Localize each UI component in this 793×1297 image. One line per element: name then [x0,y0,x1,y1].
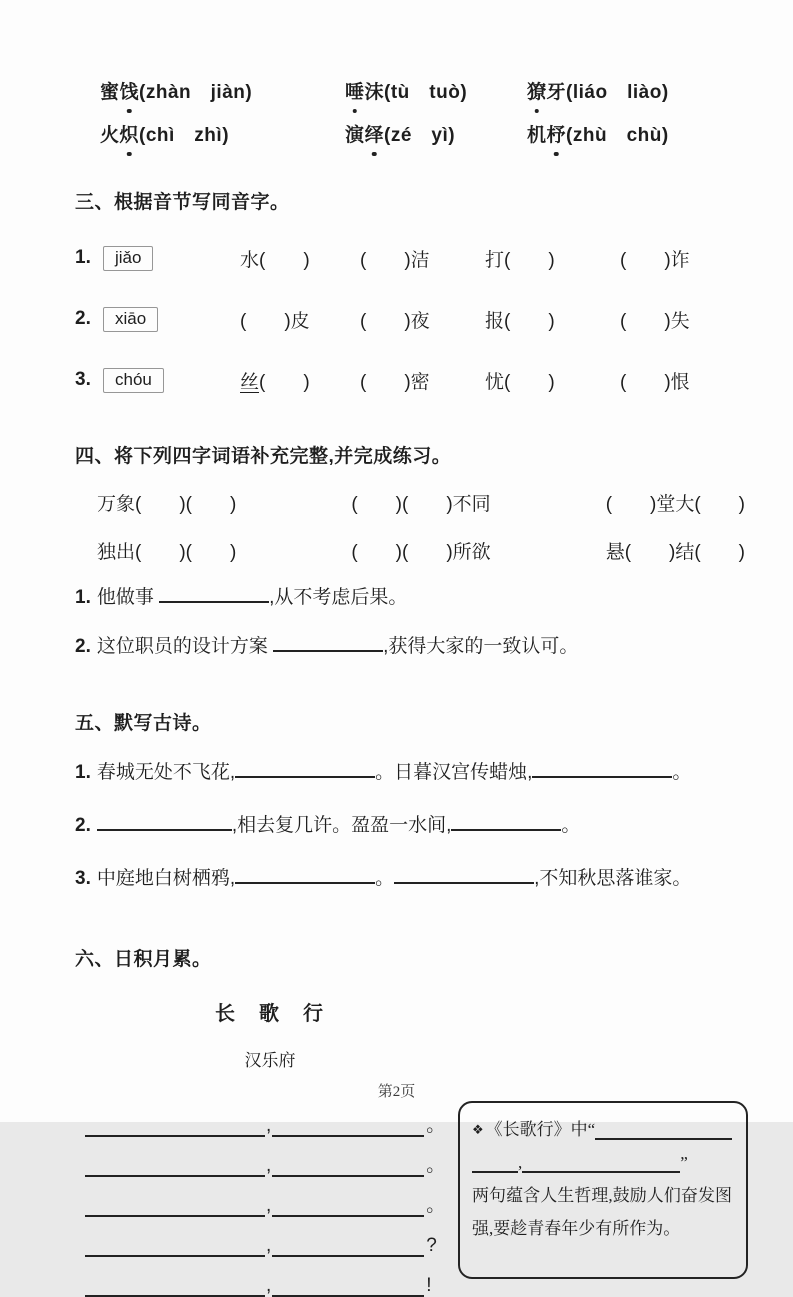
section-homophones [75,187,793,397]
pinyin-options: (liáo liào) [566,82,669,103]
comma: , [518,1153,523,1172]
word-char: 蜜 [100,82,120,103]
poem-answer-line [85,1217,457,1257]
idiom-blank-item: ( )堂大( ) [605,494,745,515]
idiom-row [97,537,745,564]
pinyin-options: (chì zhì) [139,125,230,146]
answer-cell [240,306,360,333]
poem-text: ,相去复几许。盈盈一水间, [231,815,452,836]
cell-text: ( )皮 [240,310,310,332]
blank-line [532,759,672,778]
idiom-blank-item: 悬( )结( ) [605,542,745,563]
poem-answer-line [85,1177,457,1217]
blank-line [272,1198,424,1217]
word-item [345,80,527,106]
answer-cell [240,367,360,394]
word-row [100,80,753,106]
blank-line [272,1158,424,1177]
sentence-text: 这位职员的设计方案 [96,636,268,657]
end-punctuation: ! [426,1275,432,1296]
answer-cell [360,367,485,394]
blank-line [85,1118,265,1137]
fill-in-sentence [75,583,793,613]
item-number: 2. [75,308,91,329]
cell-text: ( )失 [620,310,690,332]
word-char: 演 [345,125,365,146]
poem-answer-line [85,1097,457,1137]
item-number: 1. [75,587,91,608]
blank-line [235,865,375,884]
word-char-dotted: 杼 [547,123,567,149]
answer-cell [360,306,485,333]
cell-text: ( )密 [360,371,430,393]
fill-in-sentence [75,632,793,662]
blank-line [472,1156,518,1173]
word-char: 牙 [546,82,567,103]
comma: , [266,1275,272,1296]
end-punctuation: 。 [426,1155,446,1176]
blank-line [595,1123,732,1140]
word-char: 机 [527,125,547,146]
poem-line [75,758,793,788]
poem-title: 长 歌 行 [215,1003,325,1025]
poem-answer-lines [85,1097,457,1297]
answer-cell [240,245,360,272]
blank-line [85,1158,265,1177]
word-char-dotted: 唾 [345,80,365,106]
word-item [527,80,753,106]
item-number: 3. [75,868,91,889]
word-char-dotted: 饯 [120,80,140,106]
blank-line [85,1198,265,1217]
poem-author: 汉乐府 [244,1051,296,1070]
pinyin-options: (tù tuò) [384,82,468,103]
item-number: 3. [75,369,91,390]
cell-text: ( )诈 [620,249,690,271]
word-row [100,123,753,149]
blank-line [85,1238,265,1257]
note-box [458,1101,748,1279]
poem-text: 。 [672,762,692,783]
comma: , [266,1155,272,1176]
cell-text: ( )恨 [620,371,690,393]
section-accumulation [0,944,793,1297]
answer-cell [620,245,793,272]
pinyin-syllable-box: chóu [103,368,164,393]
pinyin-syllable-box: xiāo [103,307,158,332]
pinyin-syllable-box: jiǎo [103,246,153,271]
cell-text: 打( ) [485,249,555,271]
diamond-bullet-icon: ❖ [472,1122,484,1137]
cell-text: 忧( ) [485,371,555,393]
end-punctuation: ? [426,1235,437,1256]
pinyin-options: (zhàn jiàn) [139,82,253,103]
blank-line [272,1238,424,1257]
pinyin-options: (zé yì) [384,125,456,146]
pronunciation-word-list [100,0,753,149]
word-char-dotted: 绎 [365,123,385,149]
blank-line [522,1156,680,1173]
comma: , [266,1195,272,1216]
comma: , [266,1235,272,1256]
homophone-row [75,241,793,275]
answer-cell [485,367,620,394]
poem-answer-line [85,1257,457,1297]
word-item [100,80,345,106]
blank-line [272,1278,424,1297]
end-punctuation: 。 [426,1195,446,1216]
note-line [472,1113,732,1146]
sentence-text: ,从不考虑后果。 [269,587,408,608]
idiom-blank-item: 万象( )( ) [97,494,237,515]
answer-cell [485,306,620,333]
blank-line [97,812,232,831]
note-line [472,1146,732,1179]
blank-line [235,759,375,778]
sentence-text: ,获得大家的一致认可。 [383,636,579,657]
answer-cell [620,367,793,394]
poem-line [75,864,793,894]
cell-text: 水( ) [240,249,310,271]
page-number: 第2页 [377,1084,416,1100]
homophone-row [75,302,793,336]
closing-quote: ” [680,1153,688,1172]
poem-text: 中庭地白树栖鸦, [96,868,236,889]
word-char: 火 [100,125,120,146]
comma: , [266,1115,272,1136]
section-title: 三、根据音节写同音字。 [75,192,290,213]
poem-text: 。 [561,815,581,836]
blank-line [451,812,561,831]
word-char: 沫 [364,82,385,103]
blank-line [273,633,383,652]
item-number: 1. [75,247,91,268]
section-poem-dictation [75,708,793,894]
answer-cell [485,245,620,272]
section-idioms [75,441,793,662]
idiom-row [97,489,745,516]
poem-answer-line [85,1137,457,1177]
word-char-dotted: 炽 [120,123,140,149]
item-number: 2. [75,815,91,836]
note-text: 《长歌行》中“ [485,1120,596,1139]
homophone-row [75,363,793,397]
cell-text: 报( ) [485,310,555,332]
poem-text: 。 [375,868,395,889]
word-item [527,123,753,149]
word-item [345,123,527,149]
idiom-blank-item: ( )( )不同 [351,494,491,515]
blank-line [85,1278,265,1297]
underlined-char: 丝 [240,371,260,393]
poem-text: ,不知秋思落谁家。 [534,868,692,889]
end-punctuation: 。 [426,1115,446,1136]
item-number: 1. [75,762,91,783]
cell-text: ( )夜 [360,310,430,332]
cell-text: ( )洁 [360,249,430,271]
answer-cell [360,245,485,272]
idiom-blank-item: 独出( )( ) [97,542,237,563]
blank-line [394,865,534,884]
blank-line [159,584,269,603]
section-title: 五、默写古诗。 [75,713,212,734]
note-body-text: 两句蕴含人生哲理,鼓励人们奋发图强,要趁青春年少有所作为。 [472,1186,732,1238]
poem-text: 。日暮汉宫传蜡烛, [375,762,533,783]
item-number: 2. [75,636,91,657]
pinyin-options: (zhù chù) [566,125,669,146]
blank-line [272,1118,424,1137]
word-char-dotted: 獠 [527,80,547,106]
poem-line [75,811,793,841]
section-title: 四、将下列四字词语补充完整,并完成练习。 [75,446,452,467]
idiom-blank-item: ( )( )所欲 [351,542,491,563]
word-item [100,123,345,149]
bottom-area [85,1097,793,1297]
answer-cell [620,306,793,333]
section-title: 六、日积月累。 [75,949,212,970]
cell-text: ( ) [259,371,310,393]
sentence-text: 他做事 [96,587,154,608]
poem-text: 春城无处不飞花, [96,762,236,783]
